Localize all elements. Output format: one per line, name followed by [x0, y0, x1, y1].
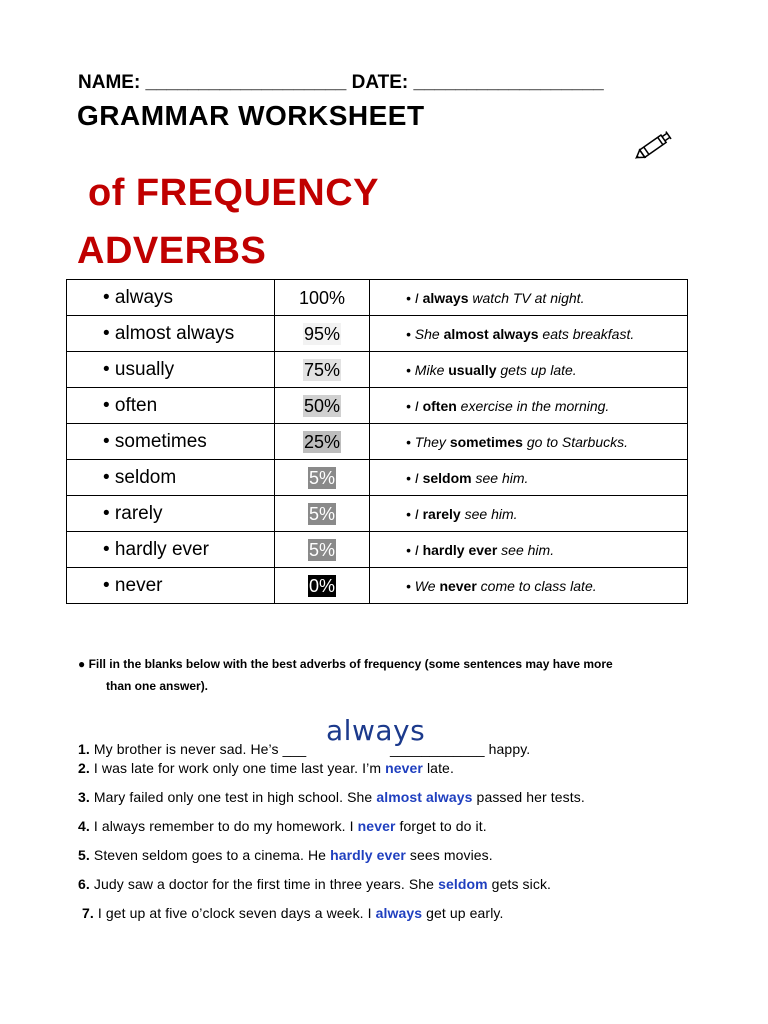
sentence-text: I always remember to do my homework. I: [89, 818, 358, 834]
exercise-sentence: [82, 905, 503, 921]
example-prefix: • I: [406, 397, 423, 414]
adverb-cell: • rarely: [67, 496, 275, 532]
pencil-icon: [632, 128, 676, 164]
sentence-answer: always: [375, 905, 423, 921]
instruction-line-1: ● Fill in the blanks below with the best adverbs of frequency (some sentences may have more: [78, 657, 613, 671]
example-adverb: usually: [448, 361, 497, 378]
exercise-sentence: [78, 847, 493, 863]
table-row: [67, 352, 688, 388]
title-line-2: ADVERBS: [77, 230, 267, 272]
example-adverb: sometimes: [449, 433, 523, 450]
sentence-text: I was late for work only one time last year. I’m: [89, 760, 386, 776]
sentence-number: 4.: [78, 818, 90, 834]
adverb-cell: • hardly ever: [67, 532, 275, 568]
adverb-cell: • almost always: [67, 316, 275, 352]
table-row: [67, 532, 688, 568]
example-adverb: almost always: [443, 325, 539, 342]
sentence-number: 7.: [82, 905, 94, 921]
sentence-text: Steven seldom goes to a cinema. He: [89, 847, 331, 863]
sentence-ending: forget to do it.: [395, 818, 487, 834]
frequency-adverbs-table: [66, 279, 688, 604]
percent-cell: [275, 316, 370, 352]
example-prefix: • I: [406, 505, 423, 522]
example-prefix: • Mike: [406, 361, 449, 378]
table-row: [67, 280, 688, 316]
percent-value: 0%: [308, 575, 335, 596]
exercise-sentence: [78, 760, 454, 776]
sentence-ending: get up early.: [422, 905, 504, 921]
instruction-line-2: than one answer).: [106, 679, 209, 693]
sentence-number: 6.: [78, 876, 90, 892]
sentence-number: 2.: [78, 760, 90, 776]
example-adverb: rarely: [422, 505, 461, 522]
sentence-number: 3.: [78, 789, 90, 805]
sentence-ending: late.: [422, 760, 454, 776]
example-suffix: see him.: [497, 541, 555, 558]
handwritten-answer: always: [326, 714, 426, 747]
example-cell: [370, 532, 688, 568]
adverb-cell: • seldom: [67, 460, 275, 496]
percent-value: 95%: [303, 323, 341, 344]
exercise-sentence: [78, 741, 530, 757]
percent-value: 50%: [303, 395, 341, 416]
example-suffix: exercise in the morning.: [456, 397, 610, 414]
example-prefix: • They: [406, 433, 450, 450]
example-cell: [370, 496, 688, 532]
example-cell: [370, 316, 688, 352]
percent-value: 100%: [298, 287, 346, 308]
percent-cell: [275, 460, 370, 496]
sentence-answer: almost always: [376, 789, 473, 805]
example-prefix: • I: [406, 541, 423, 558]
percent-cell: [275, 496, 370, 532]
sentence-text: I get up at five o’clock seven days a week. I: [93, 905, 376, 921]
percent-cell: [275, 424, 370, 460]
table-row: [67, 424, 688, 460]
example-suffix: eats breakfast.: [538, 325, 635, 342]
instructions: [78, 653, 688, 697]
example-prefix: • We: [406, 577, 440, 594]
exercise-sentence: [78, 876, 551, 892]
sentence-number: 5.: [78, 847, 90, 863]
worksheet-title: GRAMMAR WORKSHEET: [77, 100, 425, 131]
example-suffix: see him.: [471, 469, 529, 486]
example-adverb: often: [422, 397, 457, 414]
percent-value: 25%: [303, 431, 341, 452]
adverb-cell: • always: [67, 280, 275, 316]
exercise-sentence: [78, 789, 585, 805]
example-adverb: always: [422, 289, 469, 306]
exercise-sentence: [78, 818, 487, 834]
example-suffix: watch TV at night.: [468, 289, 585, 306]
table-row: [67, 316, 688, 352]
adverb-cell: • sometimes: [67, 424, 275, 460]
percent-cell: [275, 388, 370, 424]
example-suffix: come to class late.: [476, 577, 597, 594]
table-row: [67, 388, 688, 424]
example-cell: [370, 388, 688, 424]
sentence-number: 1.: [78, 741, 90, 757]
example-suffix: see him.: [460, 505, 518, 522]
title-line-1: of FREQUENCY: [88, 172, 379, 214]
example-cell: [370, 280, 688, 316]
sentence-ending: passed her tests.: [472, 789, 585, 805]
table-row: [67, 568, 688, 604]
example-prefix: • I: [406, 289, 423, 306]
example-suffix: go to Starbucks.: [522, 433, 629, 450]
sentence-ending: ____________ happy.: [306, 741, 531, 757]
percent-cell: [275, 532, 370, 568]
name-date-line: NAME: ___________________ DATE: __________________: [78, 72, 604, 93]
adverb-cell: • often: [67, 388, 275, 424]
example-prefix: • She: [406, 325, 444, 342]
example-adverb: hardly ever: [422, 541, 498, 558]
adverb-cell: • usually: [67, 352, 275, 388]
percent-value: 75%: [303, 359, 341, 380]
sentence-ending: sees movies.: [405, 847, 493, 863]
example-cell: [370, 568, 688, 604]
percent-cell: [275, 568, 370, 604]
percent-cell: [275, 352, 370, 388]
example-adverb: never: [439, 577, 477, 594]
sentence-text: My brother is never sad. He’s ___: [89, 741, 307, 757]
sentence-answer: never: [357, 818, 396, 834]
sentence-text: Judy saw a doctor for the first time in three years. She: [89, 876, 439, 892]
table-row: [67, 460, 688, 496]
example-cell: [370, 460, 688, 496]
example-cell: [370, 352, 688, 388]
example-prefix: • I: [406, 469, 423, 486]
adverb-cell: • never: [67, 568, 275, 604]
percent-value: 5%: [308, 539, 335, 560]
sentence-answer: seldom: [438, 876, 488, 892]
sentence-ending: gets sick.: [487, 876, 552, 892]
sentence-text: Mary failed only one test in high school. She: [89, 789, 377, 805]
percent-value: 5%: [308, 467, 335, 488]
percent-value: 5%: [308, 503, 335, 524]
sentence-answer: hardly ever: [330, 847, 406, 863]
percent-cell: [275, 280, 370, 316]
sentence-answer: never: [385, 760, 423, 776]
example-suffix: gets up late.: [496, 361, 577, 378]
example-cell: [370, 424, 688, 460]
example-adverb: seldom: [422, 469, 472, 486]
table-row: [67, 496, 688, 532]
